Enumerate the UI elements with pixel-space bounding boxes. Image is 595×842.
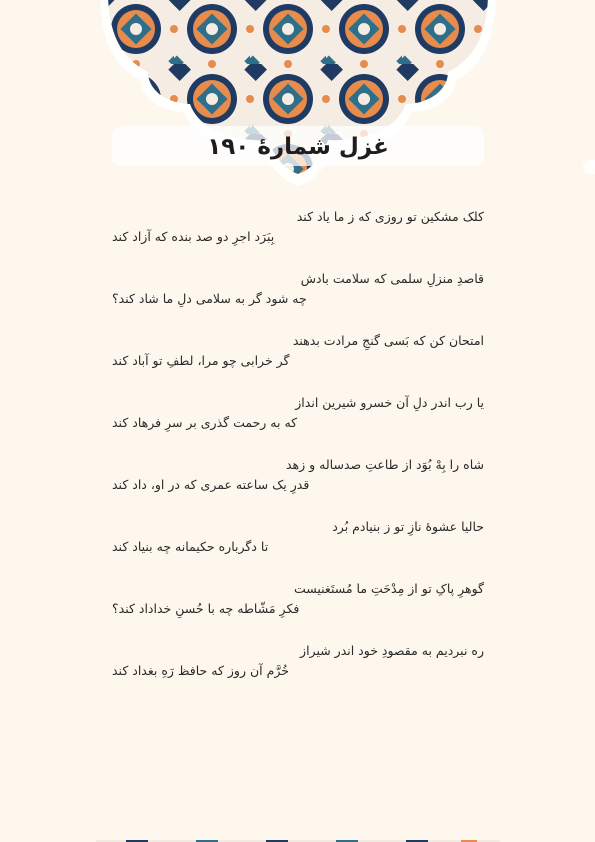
- couplet: [112, 330, 484, 392]
- poem-body: [112, 206, 484, 702]
- couplet: [112, 392, 484, 454]
- hemistich-first: کلک مشکین تو روزی که ز ما یاد کند: [296, 209, 484, 224]
- couplet: [112, 268, 484, 330]
- hemistich-second: چه شود گر به سلامی دلِ ما شاد کند؟: [112, 291, 307, 306]
- hemistich-second: خُرَّم آن روز که حافظ رَهِ بغداد کند: [112, 663, 289, 678]
- decorative-tab: [583, 160, 595, 174]
- hemistich-first: قاصدِ منزلِ سلمی که سلامت بادش: [300, 271, 484, 286]
- hemistich-first: گوهرِ پاکِ تو از مِدْحَتِ ما مُستَغنیست: [293, 581, 484, 596]
- tile-pattern-footer: [96, 836, 500, 842]
- couplet: [112, 516, 484, 578]
- hemistich-second: تا دگرباره حکیمانه چه بنیاد کند: [112, 539, 269, 554]
- hemistich-first: یا رب اندر دلِ آن خسرو شیرین انداز: [295, 395, 484, 410]
- hemistich-second: گر خرابی چو مرا، لطفِ تو آباد کند: [112, 353, 290, 368]
- page-title: غزل شمارهٔ ۱۹۰: [207, 134, 389, 160]
- hemistich-first: ره نبردیم به مقصودِ خود اندر شیراز: [300, 643, 484, 658]
- couplet: [112, 640, 484, 702]
- hemistich-second: که به رحمت گذری بر سرِ فرهاد کند: [112, 415, 298, 430]
- hemistich-first: شاه را بِهْ بُوَد از طاعتِ صدساله و زهد: [285, 457, 484, 472]
- hemistich-first: حالیا عشوهٔ نازِ تو ز بنیادم بُرد: [332, 519, 484, 534]
- hemistich-first: امتحان کن که بَسی گنجِ مرادت بدهند: [292, 333, 484, 348]
- couplet: [112, 454, 484, 516]
- hemistich-second: قدرِ یک ساعته عمری که در او، داد کند: [112, 477, 310, 492]
- couplet: [112, 578, 484, 640]
- hemistich-second: فکرِ مَشّاطه چه با حُسنِ خداداد کند؟: [112, 601, 300, 616]
- hemistich-second: بِبَرَد اجرِ دو صد بنده که آزاد کند: [112, 229, 275, 244]
- couplet: [112, 206, 484, 268]
